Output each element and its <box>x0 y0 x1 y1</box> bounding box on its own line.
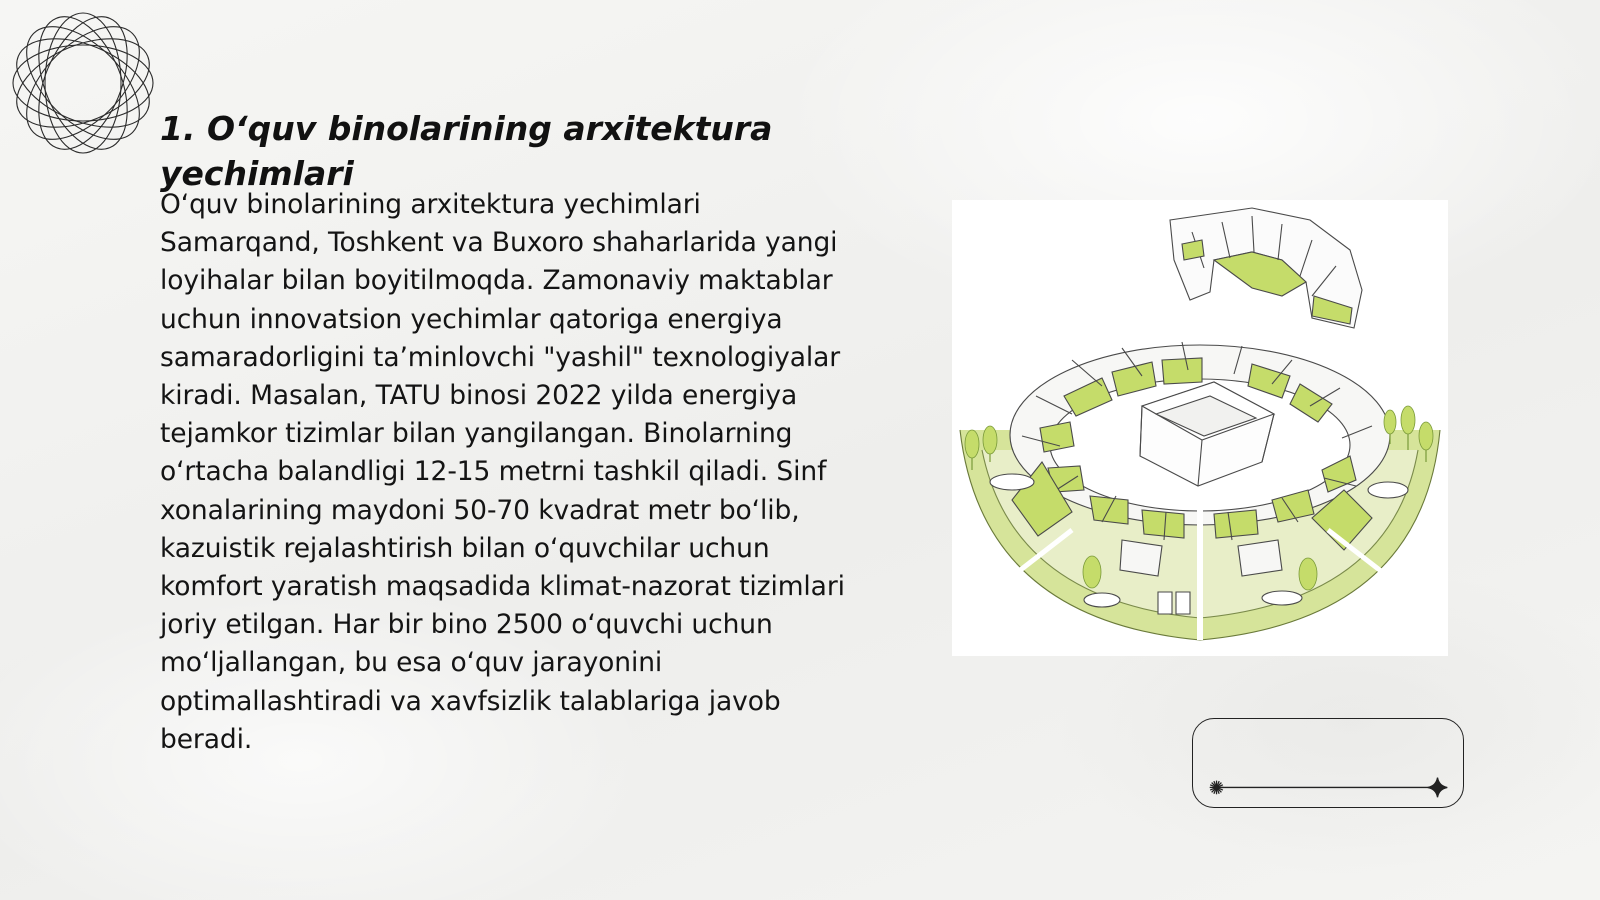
circular-line-ornament-icon <box>8 8 158 158</box>
school-building-illustration <box>952 200 1448 656</box>
slide-title: 1. O‘quv binolarining arxitektura yechimlari <box>160 109 773 193</box>
slide-body-text: O‘quv binolarining arxitektura yechimlari Samarqand, Toshkent va Buxoro shaharlarida yangi loyihalar bilan boyitilmoqda. Zamonaviy maktablar uchun innovatsion yechimlar qatoriga energiya samaradorligini ta’minlovchi "yashil" texnologiyalar kiradi. Masalan, TATU binosi 2022 yilda energiya tejamkor tizimlar bilan yangilangan. Binolarning o‘rtacha balandligi 12-15 metrni tashkil qiladi. Sinf xonalarining maydoni 50-70 kvadrat metr bo‘lib, kazuistik rejalashtirish bilan o‘quvchilar uchun komfort yaratish maqsadida klimat-nazorat tizimlari joriy etilgan. Har bir bino 2500 o‘quvchi uchun mo‘ljallangan, bu esa o‘quv jarayonini optimallashtiradi va xavfsizlik talablariga javob beradi. <box>160 189 845 755</box>
starburst-line-star-icon <box>1193 719 1463 807</box>
decorative-pill-frame <box>1192 718 1464 808</box>
